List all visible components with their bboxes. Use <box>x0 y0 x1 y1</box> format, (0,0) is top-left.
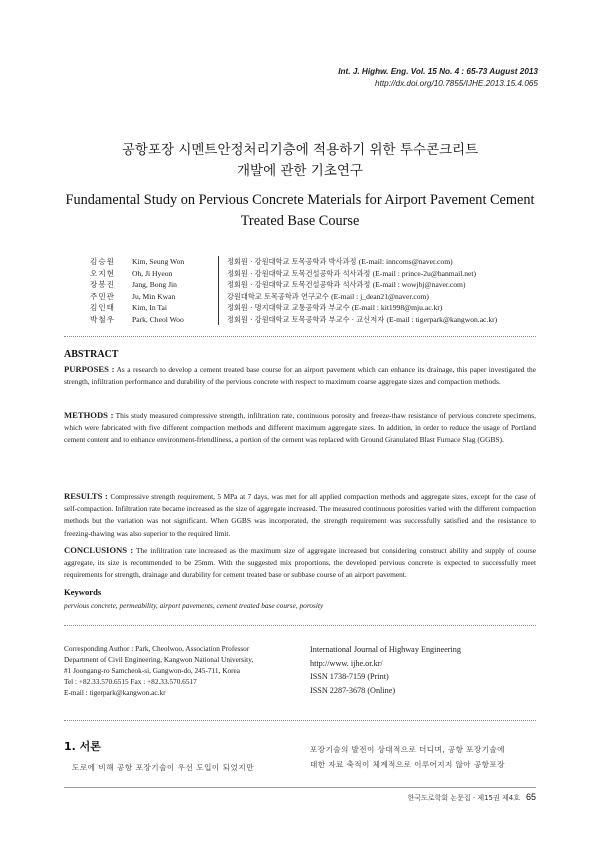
corr-line: Tel : +82.33.570.6515 Fax : +82.33.570.6517 <box>64 677 197 686</box>
abstract-methods <box>64 409 536 447</box>
english-title <box>0 190 600 232</box>
keywords-text: pervious concrete, permeability, airport pavements, cement treated base course, porosity <box>64 601 324 610</box>
issn-online: ISSN 2287-3678 (Online) <box>310 685 396 695</box>
korean-title <box>0 140 600 182</box>
page-number: 65 <box>525 792 536 802</box>
author-affil-text: 정회원 · 강원대학교 토목공학과 박사과정 <box>227 257 357 266</box>
author-email: (E-mail : tigerpark@kangwon.ac.kr) <box>386 314 498 324</box>
author-affiliation <box>218 302 442 314</box>
journal-doi: http://dx.doi.org/10.7855/IJHE.2013.15.4.065 <box>375 79 538 88</box>
purposes-text: As a research to develop a cement treated base course for an airport pavement which can enhance its drainage, this paper investigated the strength, infiltration performance and durability of the pervious concrete with respect to maximum coarse aggregate sizes and compaction methods. <box>64 365 536 387</box>
author-affiliation <box>218 279 465 291</box>
author-email: (E-mail : prince-2u@hanmail.net) <box>372 268 477 278</box>
dotted-divider <box>64 336 536 337</box>
conclusions-label: CONCLUSIONS : <box>64 545 134 555</box>
body-text-left: 도로에 비해 공항 포장기술이 우선 도입이 되었지만 <box>72 763 255 772</box>
journal-url[interactable]: http://www. ijhe.or.kr/ <box>310 658 383 668</box>
conclusions-text: The infiltration rate increased as the maximum size of aggregate increased but considering construct ability and supply of course aggregate, its size is recommended to be 25mm. With the suggested mix proportions, the developed pervious concrete is expected to successfully meet requirements for strength, drainage and durability for cement treated base or subbase course of an airport pavement. <box>64 546 537 580</box>
author-affiliation <box>218 291 429 303</box>
author-row <box>90 279 550 291</box>
body-text-right <box>310 742 536 772</box>
author-affil-text: 정회원 · 강원대학교 토목건설공학과 석사과정 <box>227 268 371 278</box>
keywords-heading: Keywords <box>64 587 102 597</box>
korean-title-line-2: 개발에 관한 기초연구 <box>237 163 363 179</box>
methods-text: This study measured compressive strength, infiltration rate, continuous porosity and freeze-thaw resistance of pervious concrete specimens, which were fabricated with five different compaction methods and different maximum aggregate sizes. In addition, in order to reduce the usage of Portland cement content and to enhance environment-friendliness, a portion of the cement was replaced with Ground Granulated Blast Furnace Slag (GGBS). <box>64 411 536 445</box>
english-title-line-1: Fundamental Study on Pervious Concrete Materials for Airport Pavement Cement <box>65 192 535 208</box>
author-english-name: Ju, Min Kwan <box>132 291 176 301</box>
author-email: (E-mail: inncoms@naver.com) <box>358 257 453 266</box>
author-affiliation <box>218 256 453 268</box>
author-row <box>90 268 550 280</box>
author-korean-name: 오지현 <box>90 268 116 278</box>
body-line: 포장기술의 발전이 상대적으로 더디며, 공항 포장기술에 <box>310 745 505 754</box>
footer-rule <box>64 787 536 788</box>
body-line: 대한 자료 축적이 체계적으로 이루어지지 않아 공항포장 <box>310 760 505 769</box>
author-korean-name: 박철우 <box>90 314 116 324</box>
author-english-name: Jang, Bong Jin <box>132 280 177 289</box>
dotted-divider <box>64 720 536 721</box>
issn-print: ISSN 1738-7159 (Print) <box>310 672 389 681</box>
page-footer <box>408 792 536 803</box>
corr-line: Corresponding Author : Park, Cheolwoo, Association Professor <box>64 644 250 653</box>
author-english-name: Kim, In Tai <box>132 303 167 312</box>
purposes-label: PURPOSES : <box>64 364 115 374</box>
author-affiliation <box>218 268 476 280</box>
journal-header <box>338 66 538 90</box>
author-affil-text: 정회원 · 명지대학교 교통공학과 부교수 <box>227 303 350 312</box>
author-english-name: Park, Cheol Woo <box>132 314 184 324</box>
journal-name: International Journal of Highway Engineering <box>310 645 461 654</box>
author-affiliation <box>218 314 497 326</box>
journal-citation: Int. J. Highw. Eng. Vol. 15 No. 4 : 65-73 August 2013 <box>338 67 538 76</box>
author-list <box>90 256 550 325</box>
methods-label: METHODS : <box>64 410 114 420</box>
author-row <box>90 256 550 268</box>
author-affil-text: 강원대학교 토목공학과 연구교수 <box>227 291 329 301</box>
results-text: Compressive strength requirement, 5 MPa at 7 days, was met for all applied compaction methods and aggregate sizes, except for the case of self-compaction. Infiltration rate became increased as the size of aggregate increased. The measured continuous porosities varied with the different compaction methods but the variation was not significant. When GGBS was incorporated, the strength requirement was successfully satisfied and the resistance to freezing-thawing was also superior to the required limit. <box>64 492 536 538</box>
author-english-name: Oh, Ji Hyeon <box>132 268 173 278</box>
author-row <box>90 314 550 326</box>
author-row <box>90 291 550 303</box>
author-english-name: Kim, Seung Won <box>132 257 185 266</box>
abstract-heading: ABSTRACT <box>64 349 119 360</box>
results-label: RESULTS : <box>64 491 108 501</box>
author-korean-name: 김승원 <box>90 257 116 266</box>
author-email: (E-mail : wowjbj@naver.com) <box>372 280 466 289</box>
author-affil-text: 정회원 · 강원대학교 토목건설공학과 석사과정 <box>227 280 371 289</box>
dotted-divider <box>64 625 536 626</box>
author-korean-name: 김인태 <box>90 303 116 312</box>
author-email: (E-mail : kit1998@mju.ac.kr) <box>351 303 443 312</box>
english-title-line-2: Treated Base Course <box>240 213 360 229</box>
author-affil-text: 정회원 · 강원대학교 토목공학과 부교수 · 교신저자 <box>227 314 385 324</box>
author-korean-name: 주민관 <box>90 291 116 301</box>
corresponding-author <box>64 643 298 698</box>
abstract-purposes <box>64 363 536 388</box>
abstract-results <box>64 490 536 540</box>
corr-line: Department of Civil Engineering, Kangwon National University, <box>64 655 254 664</box>
author-email: (E-mail : j_dean21@naver.com) <box>331 291 429 301</box>
footer-journal: 한국도로학회 논문집 · 제15권 제4호 <box>407 794 520 802</box>
corr-email: E-mail : tigerpark@kangwon.ac.kr <box>64 688 166 697</box>
author-korean-name: 장봉진 <box>90 280 116 289</box>
corr-line: #1 Joongang-ro Samcheok-si, Gangwon-do, 245-711, Korea <box>64 666 241 675</box>
abstract-conclusions <box>64 544 536 582</box>
journal-info <box>310 643 461 697</box>
korean-title-line-1: 공항포장 시멘트안정처리기층에 적용하기 위한 투수콘크리트 <box>121 142 479 158</box>
author-row <box>90 302 550 314</box>
section-heading: 1. 서론 <box>64 740 101 753</box>
